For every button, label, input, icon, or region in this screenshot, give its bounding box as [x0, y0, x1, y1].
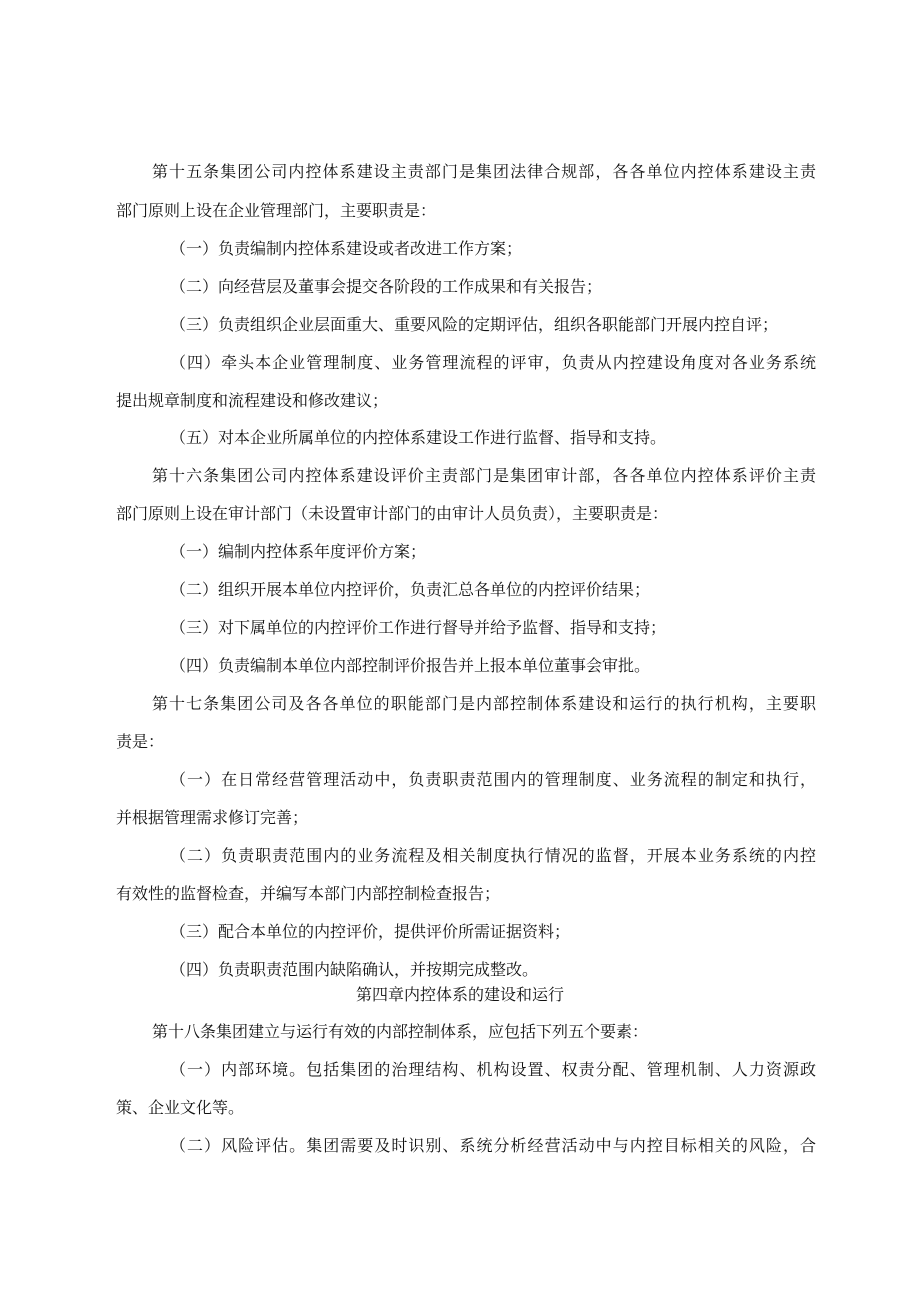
article-17-item-1-line-2: 并根据管理需求修订完善；: [116, 808, 309, 827]
article-17-item-4: （四）负责职责范围内缺陷确认，并按期完成整改。: [170, 960, 539, 979]
article-17-item-3: （三）配合本单位的内控评价，提供评价所需证据资料；: [170, 922, 571, 941]
article-15-item-3: （三）负责组织企业层面重大、重要风险的定期评估，组织各职能部门开展内控自评；: [170, 315, 779, 334]
article-18-line-1: 第十八条集团建立与运行有效的内部控制体系，应包括下列五个要素：: [152, 1022, 649, 1041]
article-15-item-4-line-1: （四）牵头本企业管理制度、业务管理流程的评审，负责从内控建设角度对各业务系统: [170, 353, 816, 372]
article-16-line-1: 第十六条集团公司内控体系建设评价主责部门是集团审计部，各各单位内控体系评价主责: [152, 466, 816, 485]
article-18-item-1-line-2: 策、企业文化等。: [116, 1098, 245, 1117]
article-16-line-2: 部门原则上设在审计部门（未设置审计部门的由审计人员负责），主要职责是：: [116, 504, 669, 523]
article-16-item-2: （二）组织开展本单位内控评价，负责汇总各单位的内控评价结果；: [170, 580, 651, 599]
article-18-item-2-line-1: （二）风险评估。集团需要及时识别、系统分析经营活动中与内控目标相关的风险，合: [170, 1136, 816, 1155]
article-15-item-4-line-2: 提出规章制度和流程建设和修改建议；: [116, 391, 389, 410]
chapter-4-heading: 第四章内控体系的建设和运行: [355, 985, 564, 1004]
article-16-item-4: （四）负责编制本单位内部控制评价报告并上报本单位董事会审批。: [170, 656, 651, 675]
article-16-item-3: （三）对下属单位的内控评价工作进行督导并给予监督、指导和支持；: [170, 618, 667, 637]
article-17-item-1-line-1: （一）在日常经营管理活动中，负责职责范围内的管理制度、业务流程的制定和执行，: [170, 770, 816, 789]
article-15-line-2: 部门原则上设在企业管理部门，主要职责是：: [116, 201, 437, 220]
article-15-line-1: 第十五条集团公司内控体系建设主责部门是集团法律合规部，各各单位内控体系建设主责: [152, 162, 816, 181]
article-17-line-2: 责是：: [116, 732, 165, 751]
article-17-line-1: 第十七条集团公司及各各单位的职能部门是内部控制体系建设和运行的执行机构，主要职: [152, 694, 816, 713]
article-15-item-2: （二）向经营层及董事会提交各阶段的工作成果和有关报告；: [170, 277, 603, 296]
article-16-item-1: （一）编制内控体系年度评价方案；: [170, 542, 427, 561]
article-15-item-5: （五）对本企业所属单位的内控体系建设工作进行监督、指导和支持。: [170, 428, 667, 447]
article-17-item-2-line-2: 有效性的监督检查，并编写本部门内部控制检查报告；: [116, 884, 501, 903]
article-15-item-1: （一）负责编制内控体系建设或者改进工作方案；: [170, 239, 523, 258]
article-18-item-1-line-1: （一）内部环境。包括集团的治理结构、机构设置、权责分配、管理机制、人力资源政: [170, 1060, 816, 1079]
article-17-item-2-line-1: （二）负责职责范围内的业务流程及相关制度执行情况的监督，开展本业务系统的内控: [170, 846, 816, 865]
